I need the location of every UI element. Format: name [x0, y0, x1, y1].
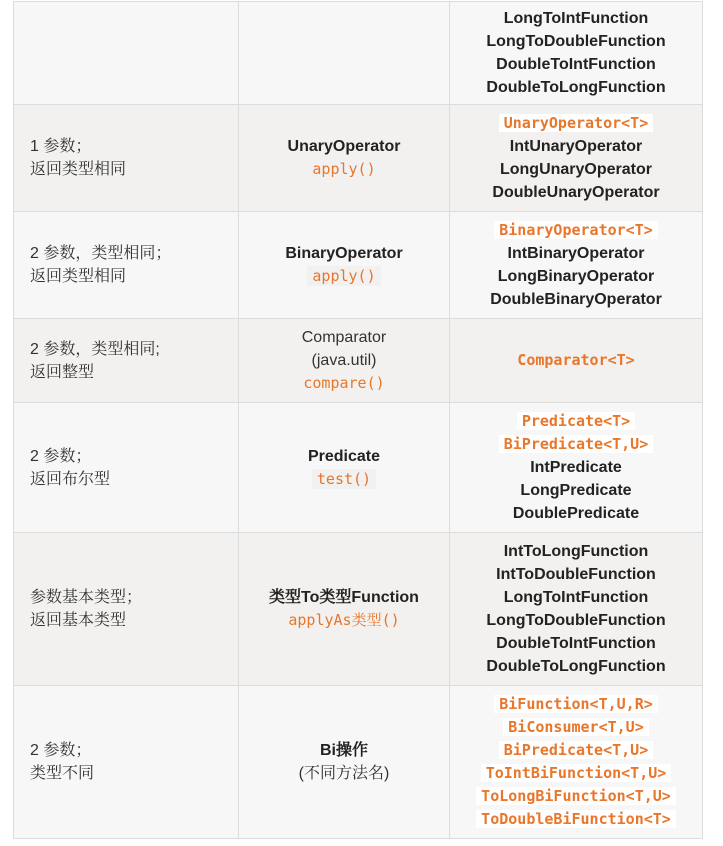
package-name: (java.util): [311, 352, 377, 369]
description-line: 1 参数；: [30, 138, 92, 155]
generic-type-code: UnaryOperator<T>: [499, 114, 654, 132]
interface-name: 类型To类型Function: [269, 589, 419, 606]
functional-interface-table: [13, 1, 703, 839]
generic-type-code: ToLongBiFunction<T,U>: [476, 787, 676, 805]
type-name: IntToDoubleFunction: [496, 566, 656, 583]
generic-type-code: BiFunction<T,U,R>: [494, 695, 658, 713]
row-description: [14, 403, 239, 533]
interface-name: Comparator: [301, 329, 387, 346]
description-line: 2 参数，类型相同；: [30, 245, 172, 262]
type-name: IntToLongFunction: [503, 543, 649, 560]
interface-name: UnaryOperator: [287, 138, 401, 155]
table-row: [14, 105, 703, 212]
row-description: [14, 2, 239, 105]
interface-name: BinaryOperator: [285, 245, 403, 262]
related-types-cell: [450, 212, 703, 319]
generic-type-code: ToIntBiFunction<T,U>: [481, 764, 672, 782]
interface-name-cell: [239, 105, 450, 212]
description-line: 2 参数；: [30, 447, 92, 465]
row-description: [14, 319, 239, 403]
interface-note: (不同方法名): [298, 765, 390, 782]
type-name: IntUnaryOperator: [509, 138, 643, 155]
related-types-cell: [450, 686, 703, 839]
related-types-cell: [450, 319, 703, 403]
related-types-cell: [450, 533, 703, 686]
description-line: 返回类型相同: [30, 268, 127, 285]
row-description: [14, 533, 239, 686]
interface-name-cell: [239, 533, 450, 686]
type-name: DoublePredicate: [512, 505, 640, 522]
type-name: LongToDoubleFunction: [486, 33, 666, 50]
generic-type-code: BiPredicate<T,U>: [499, 435, 654, 453]
row-description: [14, 212, 239, 319]
related-types-cell: [450, 403, 703, 533]
type-name: LongToDoubleFunction: [486, 612, 666, 629]
interface-name-cell: [239, 212, 450, 319]
type-name: DoubleToIntFunction: [496, 56, 656, 73]
type-name: DoubleUnaryOperator: [492, 184, 660, 201]
description-line: 返回类型相同: [30, 161, 127, 178]
method-name: applyAs类型(): [288, 611, 400, 629]
generic-type-code: BiConsumer<T,U>: [503, 718, 648, 736]
interface-name-cell: [239, 319, 450, 403]
related-types-cell: [450, 2, 703, 105]
table-row: [14, 319, 703, 403]
table-row: [14, 2, 703, 105]
method-name: apply(): [307, 266, 380, 286]
type-name: IntBinaryOperator: [507, 245, 645, 262]
type-name: LongUnaryOperator: [499, 161, 652, 178]
row-description: [14, 686, 239, 839]
interface-name-cell: [239, 403, 450, 533]
type-name: LongBinaryOperator: [497, 268, 655, 285]
type-name: DoubleToIntFunction: [496, 635, 656, 652]
type-name: LongPredicate: [520, 482, 632, 499]
table-row: [14, 533, 703, 686]
description-line: 2 参数，类型相同;: [30, 340, 160, 358]
type-name: IntPredicate: [530, 459, 622, 476]
related-types-cell: [450, 105, 703, 212]
description-line: 返回整型: [30, 363, 95, 381]
description-line: 2 参数；: [30, 742, 92, 759]
type-name: LongToIntFunction: [503, 10, 649, 27]
method-name: compare(): [303, 374, 385, 392]
table-row: [14, 403, 703, 533]
description-line: 返回基本类型: [30, 612, 127, 629]
description-line: 类型不同: [30, 765, 95, 782]
interface-name: Bi操作: [319, 742, 368, 759]
type-name: DoubleBinaryOperator: [490, 291, 662, 308]
method-name: apply(): [307, 159, 380, 179]
description-line: 参数基本类型；: [30, 589, 143, 606]
table-row: [14, 212, 703, 319]
description-line: 返回布尔型: [30, 470, 111, 488]
generic-type-code: BiPredicate<T,U>: [499, 741, 654, 759]
generic-type-code: Comparator<T>: [517, 351, 635, 369]
generic-type-code: BinaryOperator<T>: [494, 221, 658, 239]
type-name: DoubleToLongFunction: [486, 658, 666, 675]
interface-name: Predicate: [307, 447, 381, 465]
method-name: test(): [312, 469, 376, 489]
interface-name-cell: [239, 686, 450, 839]
type-name: DoubleToLongFunction: [486, 79, 666, 96]
type-name: LongToIntFunction: [503, 589, 649, 606]
interface-name-cell: [239, 2, 450, 105]
row-description: [14, 105, 239, 212]
generic-type-code: Predicate<T>: [517, 412, 635, 430]
generic-type-code: ToDoubleBiFunction<T>: [476, 810, 676, 828]
table-row: [14, 686, 703, 839]
